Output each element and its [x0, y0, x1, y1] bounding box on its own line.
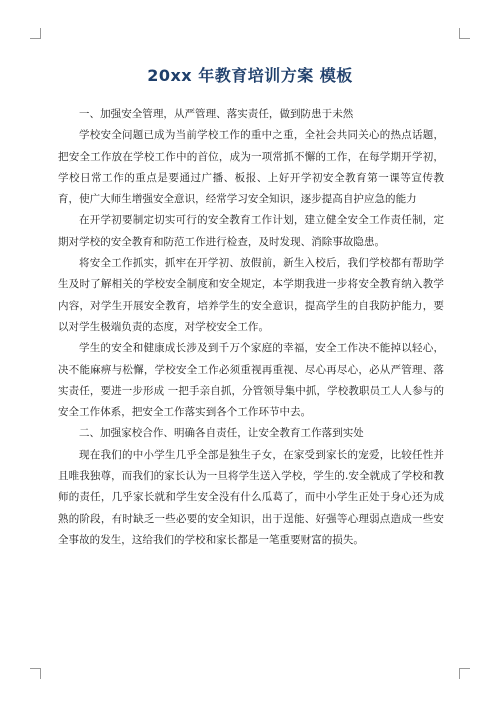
paragraph: 将安全工作抓实，抓牢在开学初、放假前，新生入校后，我们学校都有帮助学生及时了解相关的学校安全制度和安全规定，本学期我进一步将安全教育纳入教学内容，对学生开展安全教育，培养学生的安全意识，提高学生的自我防护能力，要以对学生极端负责的态度，对学校安全工作。: [58, 257, 444, 333]
page-corner-mark-top-left: [30, 28, 41, 39]
page-corner-mark-bottom-right: [459, 668, 470, 679]
section-heading-1: 一、加强安全管理，从严管理、落实责任，做到防患于未然: [79, 108, 354, 120]
paragraph: 现在我们的中小学生几乎全部是独生子女，在家受到家长的宠爱，比较任性并且唯我独尊，而我们的家长认为一旦将学生送入学校，学生的.安全就成了学校和教师的责任，几乎家长就和学生安全没有什么瓜葛了，而中小学生正处于身心还为成熟的阶段，有时缺乏一些必要的安全知识，出于逞能、好强等心理弱点造成一些安全事故的发生，这给我们的学校和家长都是一笔重要财富的损失。: [58, 448, 444, 546]
section-heading-2: 二、加强家校合作、明确各自责任，让安全教育工作落到实处: [79, 427, 364, 440]
paragraph: 学生的安全和健康成长涉及到千万个家庭的幸福，安全工作决不能掉以轻心，决不能麻痹与松懈，学校安全工作必须重视再重视、尽心再尽心，必从严管理、落实责任，要进一步形成 一把手亲自抓，分管领导集中抓，学校教职员工人人参与的安全工作体系，把安全工作落实到各个工作环节中去。: [58, 342, 444, 419]
page-corner-mark-bottom-left: [30, 668, 41, 679]
document-title: 20xx 年教育培训方案 模板: [147, 66, 353, 85]
document-body: [58, 104, 444, 551]
paragraph: 学校安全问题已成为当前学校工作的重中之重，全社会共同关心的热点话题，把安全工作放在学校工作中的首位，成为一项常抓不懈的工作，在每学期开学初，学校日常工作的重点是要通过广播、板报、上好开学初安全教育第一课等宣传教育，使广大师生增强安全意识，经常学习安全知识，逐步提高自护应急的能力: [58, 129, 444, 206]
paragraph: 在开学初要制定切实可行的安全教育工作计划，建立健全安全工作责任制，定期对学校的安全教育和防范工作进行检查，及时发现、消除事故隐患。: [58, 214, 444, 248]
page-corner-mark-top-right: [459, 28, 470, 39]
